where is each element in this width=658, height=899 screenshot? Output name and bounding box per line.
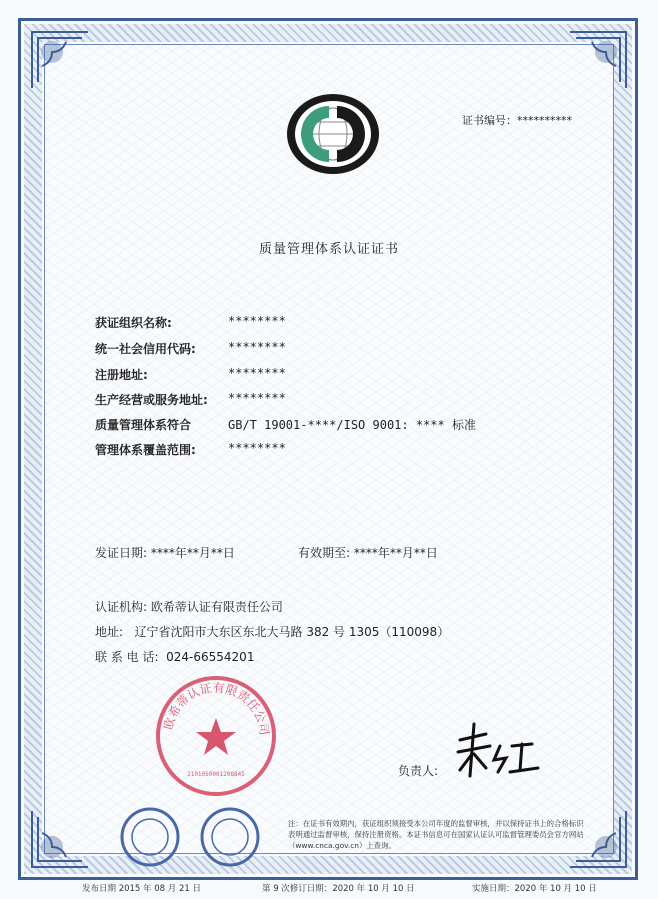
stamp-text: 欧希蒂认证有限责任公司: [161, 680, 272, 737]
issue-date-value: ****年**月**日: [150, 546, 235, 560]
body-address: [95, 623, 449, 640]
business-address-label: 生产经营或服务地址:: [95, 393, 208, 407]
credit-code-label: 统一社会信用代码:: [95, 342, 196, 356]
standard-label: 质量管理体系符合: [95, 418, 192, 432]
official-stamp-icon: [152, 672, 280, 800]
certificate-title: 质量管理体系认证证书: [258, 242, 399, 257]
accreditation-seal-icon: [118, 805, 182, 869]
body-phone: [95, 648, 254, 665]
valid-until: [298, 544, 438, 561]
scope-label: 管理体系覆盖范围:: [95, 443, 196, 457]
certificate-note: 注：在证书有效期内，获证组织须接受本公司年度的监督审核，并以保持证书上的合格标识表明通过监督审核，保持注册资格。本证书信息可在国家认证认可监督管理委员会官方网站（www.cnca.gov.cn）上查询。: [288, 819, 584, 850]
body-address-value: 辽宁省沈阳市大东区东北大马路 382 号 1305（110098）: [134, 625, 450, 639]
business-address-value: ********: [228, 391, 286, 405]
body-address-label: 地址:: [95, 625, 124, 639]
valid-until-value: ****年**月**日: [353, 546, 438, 560]
issue-date: [95, 544, 235, 561]
footer-revision: 第 9 次修订日期：2020 年 10 月 10 日: [262, 884, 415, 894]
corner-ornament-icon: [28, 807, 92, 871]
certification-body-label: 认证机构:: [95, 600, 148, 614]
organization-name-value: ********: [228, 314, 286, 328]
certificate-number-label: 证书编号：: [462, 114, 517, 127]
corner-ornament-icon: [28, 28, 92, 92]
footer-issued: 发布日期 2015 年 08 月 21 日: [82, 884, 201, 894]
responsible-label: 负责人:: [398, 764, 439, 778]
certification-body: [95, 598, 283, 615]
body-phone-value: 024-66554201: [166, 650, 255, 664]
certificate-number-value: **********: [517, 114, 572, 127]
registered-address-label: 注册地址:: [95, 368, 148, 382]
signature-icon: [456, 720, 546, 780]
scope-value: ********: [228, 441, 286, 455]
body-phone-label: 联 系 电 话:: [95, 650, 159, 664]
issue-date-label: 发证日期:: [95, 546, 148, 560]
certification-body-value: 欧希蒂认证有限责任公司: [150, 600, 283, 614]
corner-ornament-icon: [566, 28, 630, 92]
valid-until-label: 有效期至:: [298, 546, 351, 560]
stamp-code: 2101050001208845: [187, 771, 245, 778]
accreditation-seal-icon: [198, 805, 262, 869]
registered-address-value: ********: [228, 366, 286, 380]
organization-name-label: 获证组织名称:: [95, 316, 172, 330]
standard-value: GB/T 19001-****/ISO 9001: **** 标准: [228, 418, 476, 432]
credit-code-value: ********: [228, 340, 286, 354]
certificate-number: [462, 112, 572, 128]
certification-logo-icon: [283, 92, 383, 176]
footer-effective: 实施日期：2020 年 10 月 10 日: [472, 884, 597, 894]
